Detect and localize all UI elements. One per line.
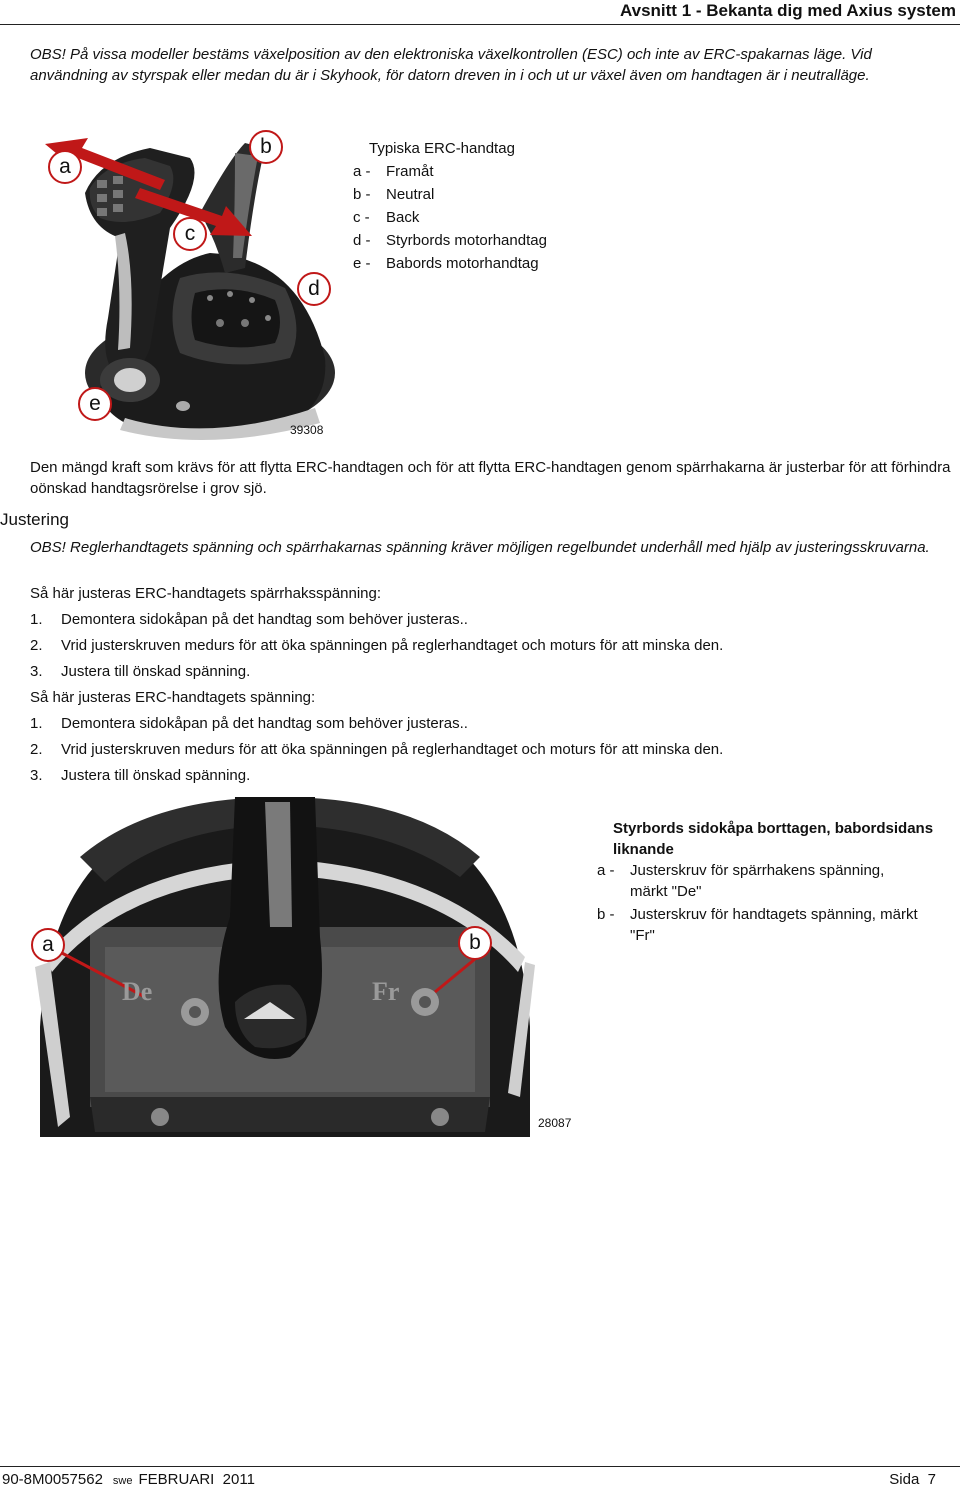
footer-rule <box>0 1466 960 1467</box>
page-number: Sida 7 <box>889 1471 936 1488</box>
callout-d: d <box>296 271 332 307</box>
figure-caption <box>613 818 958 860</box>
figure-caption <box>369 140 515 161</box>
doc-number: 90-8M0057562 <box>2 1471 103 1488</box>
callout-c: c <box>172 216 208 252</box>
procedure-step: 2. Vrid justerskruven medurs för att öka spänningen på reglerhandtaget och moturs för att minska den. <box>30 741 724 758</box>
legend-item: c - Back <box>353 209 420 226</box>
caption-title: Typiska ERC-handtag <box>369 140 515 157</box>
procedure-step: 1. Demontera sidokåpan på det handtag som behöver justeras.. <box>30 715 468 732</box>
caption-title-line: liknande <box>613 841 674 858</box>
procedure-intro: Så här justeras ERC-handtagets spänning: <box>30 689 316 706</box>
note-prefix: OBS! <box>30 46 66 63</box>
procedure-step: 3. Justera till önskad spänning. <box>30 663 251 680</box>
running-header-title: Avsnitt 1 - Bekanta dig med Axius system <box>619 1 956 20</box>
section-note <box>30 537 950 558</box>
legend-item: a - Justerskruv för spärrhakens spänning, märkt "De" <box>597 862 885 900</box>
note-paragraph <box>30 44 950 86</box>
note-prefix: OBS! <box>30 539 66 556</box>
section-title: Justering <box>0 510 69 529</box>
note-text: På vissa modeller bestäms växelposition av den elektroniska växelkontrollen (ESC) och inte av ERC-spakarnas läge. Vid användning av styrspak eller medan du är i Skyhook, för datorn dreven in i och ut ur växel även om handtagen är i neutralläge. <box>30 46 872 84</box>
label-fr: Fr <box>372 977 400 1006</box>
callout-b: b <box>248 129 284 165</box>
callout-a: a <box>30 927 66 963</box>
legend-item: b - Neutral <box>353 186 435 203</box>
footer-date: FEBRUARI 2011 <box>138 1471 255 1488</box>
legend-item: d - Styrbords motorhandtag <box>353 232 547 249</box>
figure-number: 39308 <box>290 423 324 437</box>
note-text: Reglerhandtagets spänning och spärrhakarnas spänning kräver möjligen regelbundet underhåll med hjälp av justeringsskruvarna. <box>65 539 930 556</box>
footer-left <box>2 1471 255 1488</box>
legend-item: a - Framåt <box>353 163 434 180</box>
figure-erc-handles <box>30 118 350 443</box>
caption-legend <box>353 160 547 275</box>
header-rule <box>0 24 960 25</box>
label-de: De <box>122 977 153 1006</box>
callout-b: b <box>457 925 493 961</box>
language-code: swe <box>112 1475 133 1487</box>
figure-number: 28087 <box>538 1116 572 1130</box>
procedure-step: 2. Vrid justerskruven medurs för att öka spänningen på reglerhandtaget och moturs för att minska den. <box>30 637 724 654</box>
caption-title-line: Styrbords sidokåpa borttagen, babordsidans <box>613 820 934 837</box>
legend-item: b - Justerskruv för handtagets spänning, märkt "Fr" <box>597 906 918 944</box>
procedure-step: 1. Demontera sidokåpan på det handtag som behöver justeras.. <box>30 611 468 628</box>
procedure-step: 3. Justera till önskad spänning. <box>30 767 251 784</box>
callout-a: a <box>47 149 83 185</box>
body-paragraph: Den mängd kraft som krävs för att flytta ERC-handtagen och för att flytta ERC-handtagen genom spärrhakarna är justerbar för att förhindra oönskad handtagsrörelse i grov sjö. <box>30 459 951 497</box>
side-cover-illustration <box>30 797 540 1137</box>
procedure-intro: Så här justeras ERC-handtagets spärrhaksspänning: <box>30 585 382 602</box>
callout-e: e <box>77 386 113 422</box>
legend-item: e - Babords motorhandtag <box>353 255 539 272</box>
figure-side-cover <box>30 797 540 1137</box>
